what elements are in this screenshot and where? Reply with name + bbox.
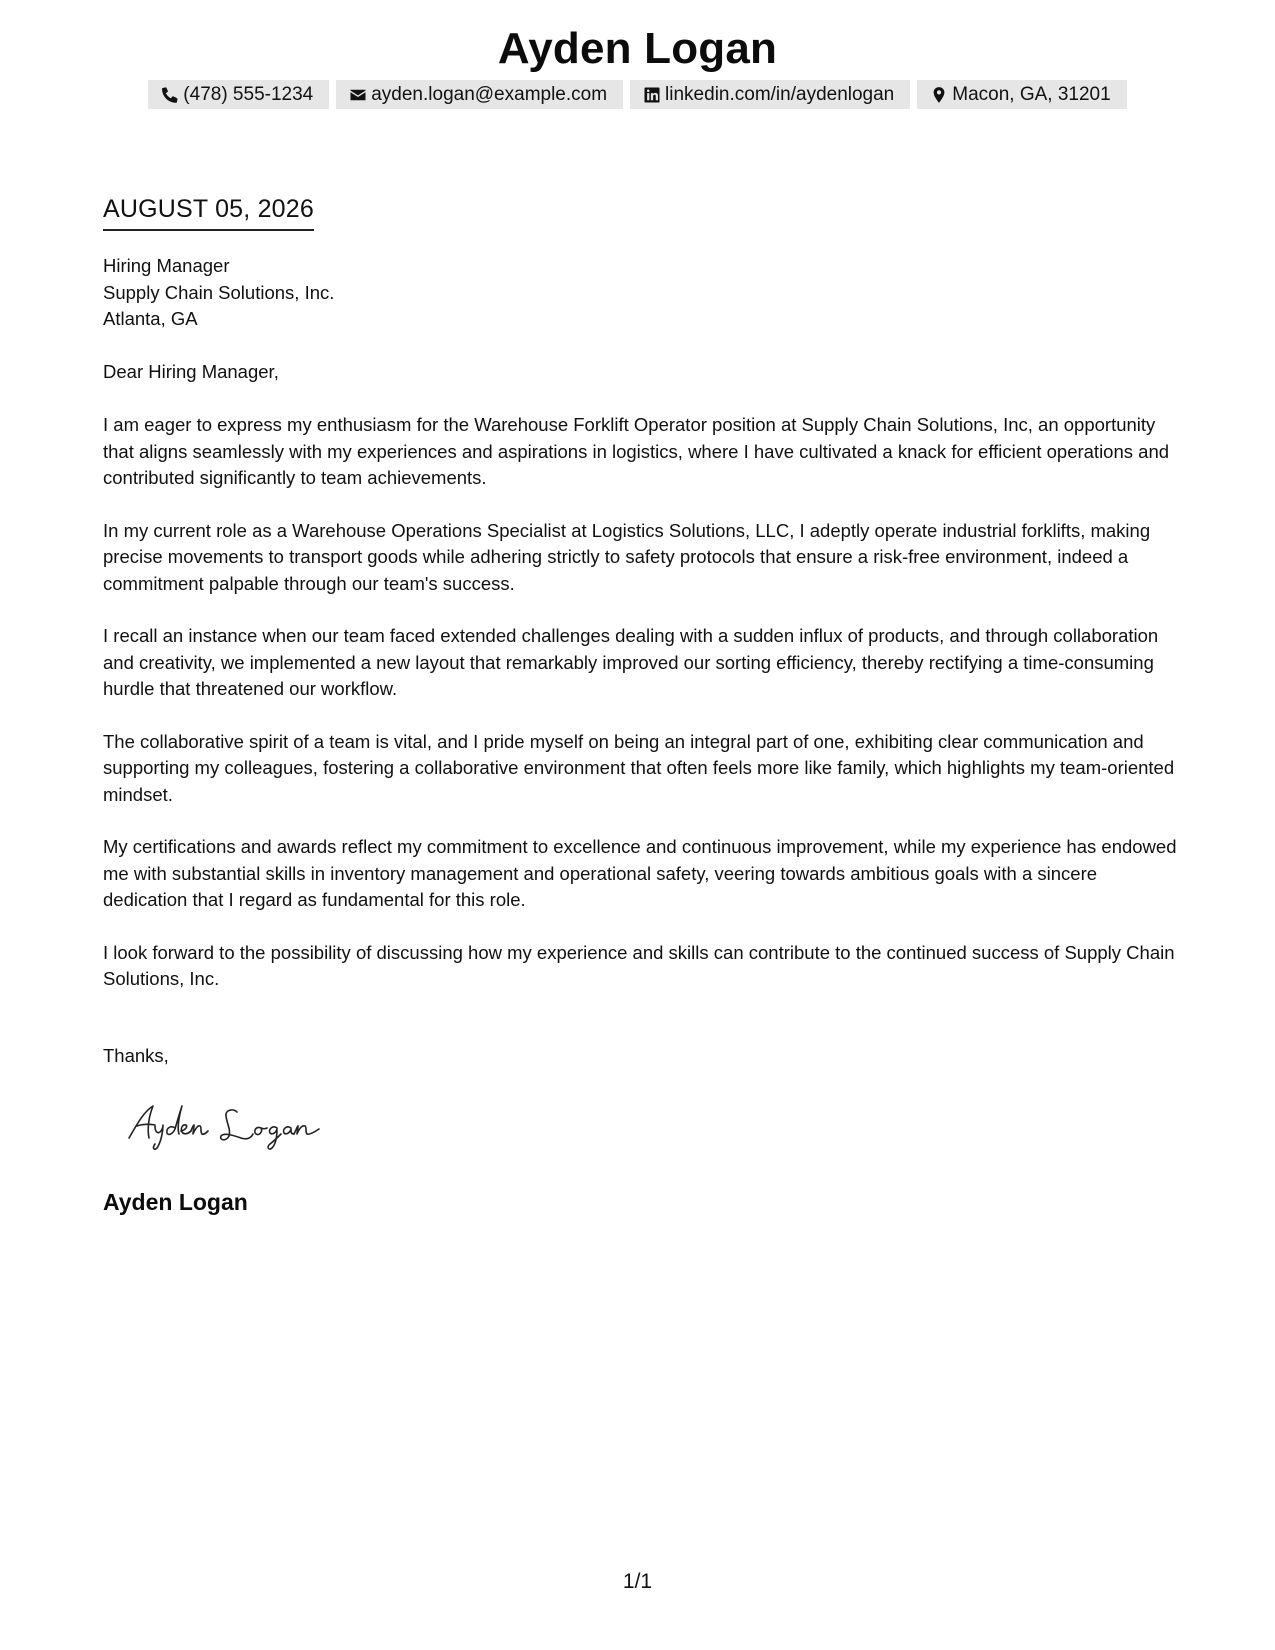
contact-phone-text: (478) 555-1234	[183, 83, 314, 105]
salutation: Dear Hiring Manager,	[103, 361, 279, 382]
handwritten-signature	[125, 1098, 345, 1152]
body-paragraph: I am eager to express my enthusiasm for the Warehouse Forklift Operator position at Supply Chain Solutions, Inc, an opportunity that aligns seamlessly with my experiences and aspirations in logistics, where I have cultivated a knack for efficient operations and contributed significantly to team achievements.	[103, 414, 1170, 488]
contact-phone	[148, 80, 329, 109]
linkedin-icon	[643, 86, 661, 104]
contact-location-text: Macon, GA, 31201	[952, 83, 1111, 105]
recipient-block	[103, 253, 1183, 333]
map-pin-icon	[930, 86, 948, 104]
closing: Thanks,	[103, 1045, 169, 1066]
contact-linkedin-text[interactable]: linkedin.com/in/aydenlogan	[665, 83, 895, 105]
body-paragraph: My certifications and awards reflect my commitment to excellence and continuous improvement, while my experience has endowed me with substantial skills in inventory management and operational safety, veering towards ambitious goals with a sincere dedication that I regard as fundamental for this role.	[103, 836, 1177, 910]
contact-location	[917, 80, 1126, 109]
phone-icon	[161, 86, 179, 104]
contact-linkedin[interactable]	[630, 80, 910, 109]
applicant-name-heading: Ayden Logan	[497, 24, 778, 73]
recipient-title: Hiring Manager	[103, 255, 230, 276]
body-paragraph: I look forward to the possibility of discussing how my experience and skills can contribute to the continued success of Supply Chain Solutions, Inc.	[103, 941, 1175, 989]
body-paragraph: I recall an instance when our team faced extended challenges dealing with a sudden influx of products, and through collaboration and creativity, we implemented a new layout that remarkably improved our sorting efficiency, thereby rectifying a time-consuming hurdle that threatened our workflow.	[103, 625, 1159, 699]
contact-email-text[interactable]: ayden.logan@example.com	[371, 83, 608, 105]
recipient-location: Atlanta, GA	[103, 308, 198, 329]
page-indicator: 1/1	[622, 1570, 653, 1593]
body-paragraph: The collaborative spirit of a team is vital, and I pride myself on being an integral part of one, exhibiting clear communication and supporting my colleagues, fostering a collaborative environment that often feels more like family, which highlights my team-oriented mindset.	[103, 730, 1175, 805]
envelope-icon	[349, 86, 367, 104]
signer-name: Ayden Logan	[103, 1189, 248, 1215]
letter-body	[103, 412, 1183, 1019]
contact-email[interactable]	[336, 80, 623, 109]
contact-bar	[0, 80, 1275, 109]
letter-date: AUGUST 05, 2026	[103, 192, 314, 231]
body-paragraph: In my current role as a Warehouse Operations Specialist at Logistics Solutions, LLC, I adeptly operate industrial forklifts, making precise movements to transport goods while adhering strictly to safety protocols that ensure a risk-free environment, indeed a commitment palpable through our team's success.	[103, 519, 1151, 594]
recipient-company: Supply Chain Solutions, Inc.	[103, 281, 335, 303]
